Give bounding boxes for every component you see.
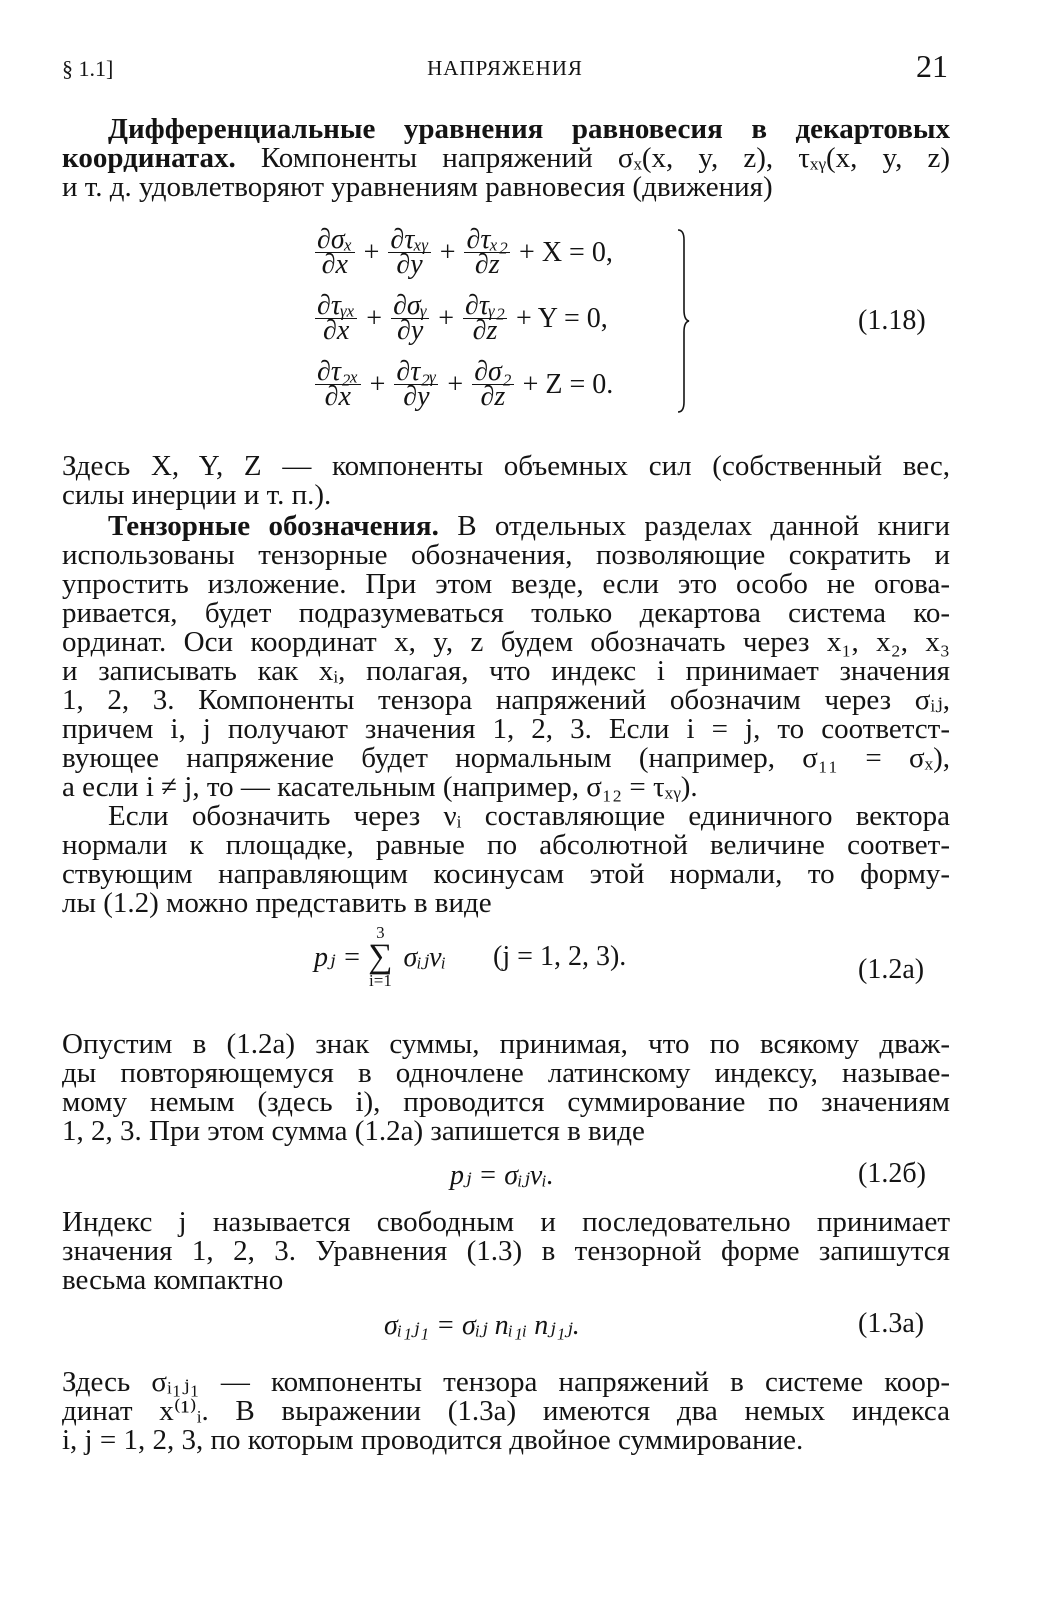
text-line: i, j = 1, 2, 3, по которым проводится двойное суммирование. (62, 1424, 804, 1456)
text-line: лы (1.2) можно представить в виде (62, 887, 492, 919)
running-head (62, 48, 948, 98)
sum-upper-limit: 3 (376, 923, 385, 942)
equation-1-2a (314, 924, 694, 1004)
paragraph-body-forces (62, 452, 950, 510)
paragraph-double-summation (62, 1368, 950, 1455)
summand: σᵢⱼνᵢ (403, 942, 447, 973)
text-line: Здесь σᵢ₁ⱼ₁ — компоненты тензора напряжений в системе коор- (62, 1366, 950, 1398)
equation-1-2b: pⱼ = σᵢⱼνᵢ. (450, 1160, 554, 1191)
paragraph-equilibrium-intro (62, 115, 950, 202)
text-line: Опустим в (1.2а) знак суммы, принимая, что по всякому дваж- (62, 1028, 950, 1060)
text-line: силы инерции и т. п.). (62, 479, 332, 511)
fraction: $\frac{\text{∂σ₂}}{\partial z}$ (474, 356, 512, 412)
paragraph-heading-cont: координатах. (62, 142, 236, 174)
text-line: использованы тензорные обозначения, позволяющие сократить и (62, 539, 950, 571)
equation-tail: + Z = 0. (522, 368, 614, 400)
paragraph-tensor-notation (62, 512, 950, 802)
text-line: нормали к площадке, равные по абсолютной величине соответ- (62, 829, 950, 861)
summation-sign: 3 ∑ i=1 (368, 923, 393, 990)
paragraph-free-index (62, 1208, 950, 1295)
text-line: весьма компактно (62, 1264, 284, 1296)
text-line: а если i ≠ j, то — касательным (например, σ₁₂ = τₓᵧ). (62, 771, 698, 803)
text-line: Если обозначить через νᵢ составляющие единичного вектора (108, 800, 950, 832)
text-line: упростить изложение. При этом везде, если это особо не огова- (62, 568, 950, 600)
paragraph-heading: Дифференциальные уравнения равновесия в декартовых (108, 113, 950, 145)
equation-lhs: pⱼ = (314, 942, 362, 973)
paragraph-normal-vector (62, 802, 950, 918)
index-condition: (j = 1, 2, 3). (493, 941, 627, 972)
paragraph-summation-convention (62, 1030, 950, 1146)
equation-row: $\frac{\text{∂τᵧₓ}}{\partial x}$ + $\frac{\text{∂σᵧ}}{\partial y}$ + $\frac{\text{∂τᵧ₂}}{\partial z}$ + Y = 0, (317, 290, 608, 346)
fraction: $\frac{\text{∂σₓ}}{\partial x}$ (317, 224, 353, 280)
equation-1-18 (312, 224, 672, 418)
text-line: ординат. Оси координат x, y, z будем обозначать через x₁, x₂, x₃ (62, 626, 950, 658)
fraction: $\frac{\text{∂τᵧ₂}}{\partial z}$ (464, 290, 506, 346)
text-line: Индекс j называется свободным и последовательно принимает (62, 1206, 950, 1238)
equation-number: (1.18) (858, 305, 926, 336)
text-line (62, 512, 950, 541)
equation-number: (1.2а) (858, 954, 925, 985)
equation-tail: + Y = 0, (516, 302, 608, 334)
paragraph-heading: Тензорные обозначения. (108, 510, 439, 542)
text-line: причем i, j получают значения 1, 2, 3. Если i = j, то соответст- (62, 713, 950, 745)
fraction: $\frac{\text{∂σᵧ}}{\partial y}$ (393, 290, 428, 346)
sum-lower-limit: i=1 (369, 971, 392, 990)
text-line: ствующим направляющим косинусам этой нормали, то форму- (62, 858, 950, 890)
text-line (62, 144, 950, 173)
text-line: и т. д. удовлетворяют уравнениям равновесия (движения) (62, 171, 773, 203)
equation-number: (1.3а) (858, 1308, 925, 1339)
fraction: $\frac{\text{∂τᵧₓ}}{\partial x}$ (317, 290, 356, 346)
text-line: ривается, будет подразумеваться только декартова система ко- (62, 597, 950, 629)
fraction: $\frac{\text{∂τₓ₂}}{\partial z}$ (466, 224, 509, 280)
text-line: значения 1, 2, 3. Уравнения (1.3) в тензорной форме запишутся (62, 1235, 950, 1267)
text-line: Здесь X, Y, Z — компоненты объемных сил (собственный вес, (62, 450, 950, 482)
text-line: 1, 2, 3. Компоненты тензора напряжений обозначим через σᵢⱼ, (62, 684, 950, 716)
text-line: ды повторяющемуся в одночлене латинскому индексу, называе- (62, 1057, 950, 1089)
fraction: $\frac{\text{∂τₓᵧ}}{\partial y}$ (390, 224, 429, 280)
fraction: $\frac{\text{∂τ₂ᵧ}}{\partial y}$ (396, 356, 437, 412)
fraction: $\frac{\text{∂τ₂ₓ}}{\partial x}$ (317, 356, 359, 412)
text-fragment: В отдельных разделах данной книги (457, 510, 950, 542)
right-brace-icon (676, 228, 690, 414)
equation-row: $\frac{\text{∂τ₂ₓ}}{\partial x}$ + $\frac{\text{∂τ₂ᵧ}}{\partial y}$ + $\frac{\text{∂σ₂}}{\partial z}$ + Z = 0. (317, 356, 614, 412)
text-line: динат x⁽¹⁾ᵢ. В выражении (1.3а) имеются два немых индекса (62, 1395, 950, 1427)
text-fragment: Компоненты напряжений σₓ(x, y, z), τₓᵧ(x, y, z) (260, 142, 951, 174)
equation-1-3a: σᵢ₁ⱼ₁ = σᵢⱼ nᵢ₁ᵢ nⱼ₁ⱼ. (384, 1310, 580, 1341)
page-number: 21 (916, 48, 948, 84)
chapter-title: НАПРЯЖЕНИЯ (427, 56, 583, 80)
text-line: мому немым (здесь i), проводится суммирование по значениям (62, 1086, 950, 1118)
equation-tail: + X = 0, (519, 236, 613, 268)
equation-row: $\frac{\text{∂σₓ}}{\partial x}$ + $\frac{\text{∂τₓᵧ}}{\partial y}$ + $\frac{\text{∂τₓ₂}}{\partial z}$ + X = 0, (317, 224, 613, 280)
text-line: и записывать как xᵢ, полагая, что индекс i принимает значения (62, 655, 950, 687)
text-line: вующее напряжение будет нормальным (например, σ₁₁ = σₓ), (62, 742, 950, 774)
equation-number: (1.2б) (858, 1158, 926, 1189)
text-line: 1, 2, 3. При этом сумма (1.2а) запишется в виде (62, 1115, 645, 1147)
section-ref: § 1.1] (62, 56, 114, 81)
